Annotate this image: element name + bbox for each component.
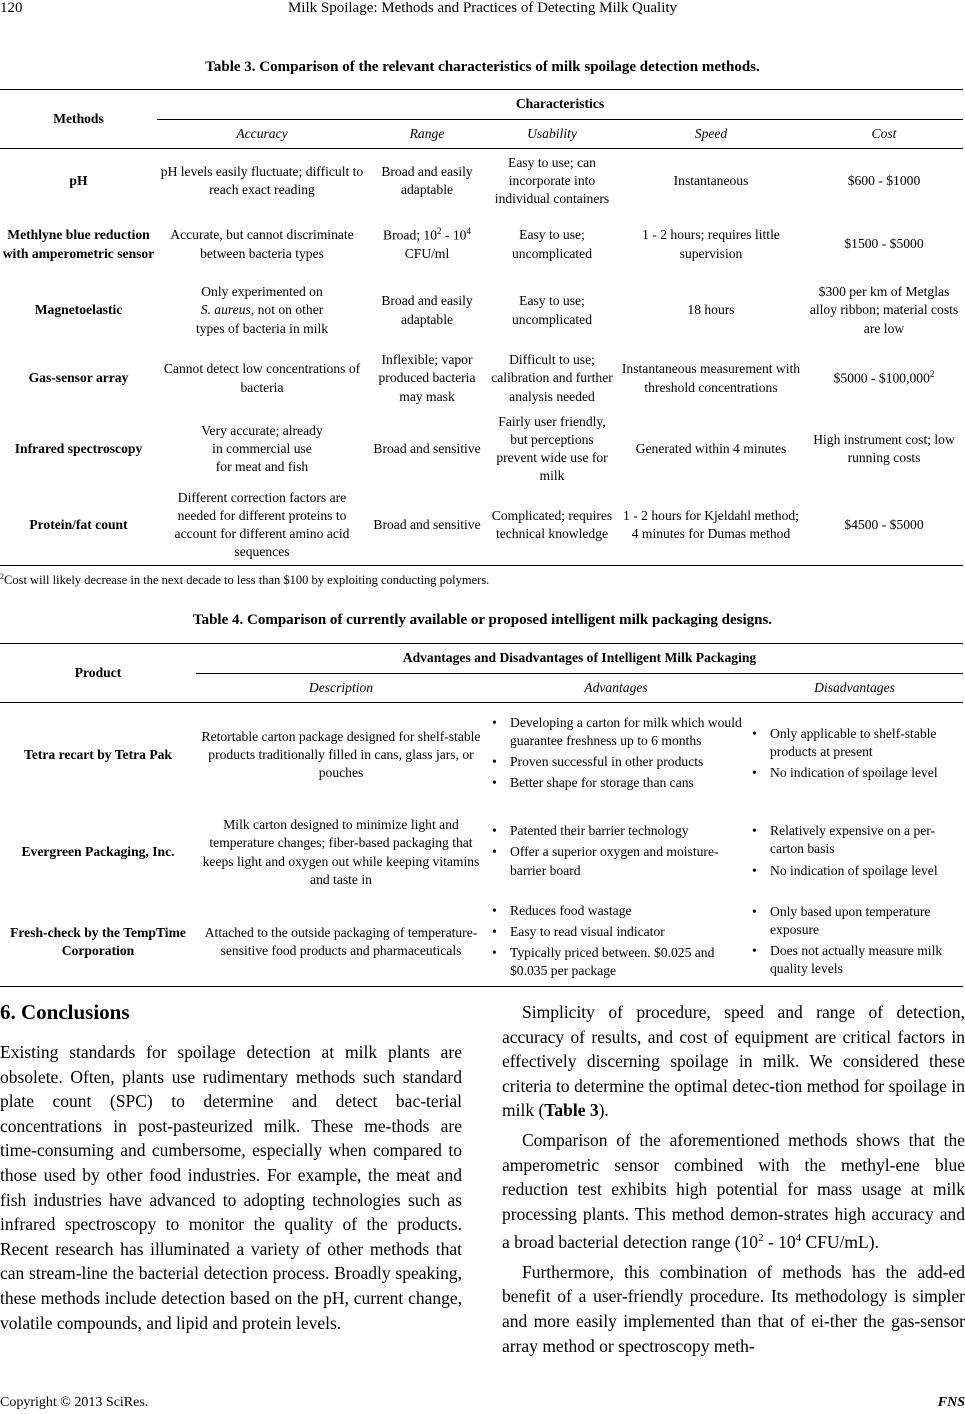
accuracy-cell: Only experimented on S. aureus, not on other types of bacteria in milk	[195, 284, 329, 336]
method-name: Infrared spectroscopy	[14, 440, 143, 456]
description-cell: Attached to the outside packaging of temperature-sensitive food products and pharmaceuticals	[204, 925, 478, 959]
product-header: Product	[0, 644, 196, 703]
accuracy-cell: pH levels easily fluctuate; difficult to reach exact reading	[160, 163, 364, 197]
list-item: • Better shape for storage than cans	[488, 774, 744, 792]
table-row	[0, 807, 963, 899]
list-item: • Relatively expensive on a per-carton basis	[748, 822, 961, 858]
table-row	[0, 413, 963, 485]
method-name: pH	[69, 172, 88, 188]
cost-cell: $4500 - $5000	[844, 517, 924, 533]
disadvantages-cell	[746, 899, 963, 987]
journal-abbrev: FNS	[937, 1395, 965, 1410]
usability-cell: Easy to use; uncomplicated	[511, 227, 593, 261]
list-item: • Typically priced between. $0.025 and $0.035 per package	[488, 944, 744, 980]
section-heading: 6. Conclusions	[0, 1000, 130, 1024]
disadvantages-cell	[746, 807, 963, 899]
usability-cell: Complicated; requires technical knowledge	[491, 507, 613, 542]
accuracy-cell: Very accurate; already in commercial use for meat and fish	[201, 422, 323, 474]
description-cell: Retortable carton package designed for shelf-stable products traditionally filled in cans, glass jars, or pouches	[201, 728, 481, 780]
paragraph: Comparison of the aforementioned methods shows that the amperometric sensor combined with the methyl-ene blue reduction test exhibits high potential for mass usage at milk processing plants. This method demon-strates high accuracy and a broad bacterial detection range ($10^2 - 10^4$ CFU/mL).	[502, 1129, 965, 1253]
cost-cell: $5000 - $100,000$^2$	[833, 369, 935, 386]
copyright: Copyright © 2013 SciRes.	[0, 1395, 149, 1410]
description-cell: Milk carton designed to minimize light and temperature changes; fiber-based packaging that keeps light and oxygen out while keeping vitamins and taste in	[202, 817, 480, 887]
advantages-cell	[486, 703, 746, 807]
paragraph: Existing standards for spoilage detection at milk plants are obsolete. Often, plants use rudimentary methods such standard plate count (SPC) to determine and detect bac-terial concentrations in post-pasteurized milk. These me-thods are time-consuming and cumbersome, especially when compared to those used by other food industries. For example, the meat and fish industries have advanced to adopting technologies such as infrared spectroscopy to monitor the quality of the products. Recent research has illuminated a variety of other methods that can stream-line the bacterial detection process. Broadly speaking, these methods include detection based on the pH, current change, volatile compounds, and lipid and protein levels.	[0, 1042, 462, 1333]
cost-cell: $600 - $1000	[847, 172, 921, 188]
product-name: Evergreen Packaging, Inc.	[21, 844, 175, 860]
table3-footnote: $^2$Cost will likely decrease in the next decade to less than $100 by exploiting conducting polymers.	[0, 572, 490, 588]
advantages-cell	[486, 899, 746, 987]
speed-cell: 1 - 2 hours for Kjeldahl method; 4 minutes for Dumas method	[623, 507, 799, 542]
list-item: • Easy to read visual indicator	[488, 923, 744, 941]
cost-cell: High instrument cost; low running costs	[813, 431, 955, 465]
cost-cell: $300 per km of Metglas alloy ribbon; material costs are low	[809, 284, 959, 336]
list-item: • Reduces food wastage	[488, 902, 744, 920]
characteristics-header: Characteristics	[157, 90, 963, 120]
cost-cell: $1500 - $5000	[844, 236, 924, 252]
table-row	[0, 703, 963, 807]
product-name: Fresh-check by the TempTime Corporation	[10, 925, 186, 959]
col-advantages: Advantages	[584, 679, 648, 695]
list-item: • Patented their barrier technology	[488, 822, 744, 840]
accuracy-cell: Different correction factors are needed for different proteins to account for different amino acid sequences	[174, 489, 350, 560]
col-usability: Usability	[527, 125, 577, 141]
list-item: • Only based upon temperature exposure	[748, 903, 961, 939]
methods-header: Methods	[0, 90, 157, 149]
table-row	[0, 149, 963, 213]
range-cell: Inflexible; vapor produced bacteria may mask	[378, 352, 476, 404]
method-name: Magnetoelastic	[34, 302, 123, 318]
disadvantages-cell	[746, 703, 963, 807]
usability-cell: Easy to use; uncomplicated	[511, 293, 593, 327]
table3	[0, 89, 963, 566]
usability-cell: Easy to use; can incorporate into individual containers	[494, 154, 610, 206]
method-name: Gas-sensor array	[28, 370, 129, 386]
table4	[0, 643, 963, 987]
list-item: • No indication of spoilage level	[748, 764, 961, 782]
method-name: Methlyne blue reduction with amperometric sensor	[2, 227, 155, 261]
list-item: • Does not actually measure milk quality levels	[748, 942, 961, 978]
list-item: • Developing a carton for milk which would guarantee freshness up to 6 months	[488, 714, 744, 750]
table4-caption: Table 4. Comparison of currently available or proposed intelligent milk packaging designs.	[192, 612, 773, 628]
speed-cell: Instantaneous measurement with threshold concentrations	[621, 361, 801, 395]
table3-caption: Table 3. Comparison of the relevant characteristics of milk spoilage detection methods.	[205, 59, 760, 75]
speed-cell: Generated within 4 minutes	[635, 440, 787, 456]
table-reference[interactable]: Table 3	[544, 1100, 599, 1121]
paragraph: Simplicity of procedure, speed and range of detection, accuracy of results, and cost of equipment are critical factors in effectively discerning spoilage in milk. We considered these criteria to determine the optimal detec-tion method for spoilage in milk (Table 3).	[502, 1002, 965, 1121]
accuracy-cell: Cannot detect low concentrations of bacteria	[163, 361, 361, 395]
advantages-cell	[486, 807, 746, 899]
product-name: Tetra recart by Tetra Pak	[24, 746, 172, 762]
table-row	[0, 485, 963, 566]
speed-cell: 1 - 2 hours; requires little supervision	[642, 227, 780, 261]
running-title: Milk Spoilage: Methods and Practices of Detecting Milk Quality	[287, 0, 678, 16]
left-column	[0, 1040, 462, 1340]
col-accuracy: Accuracy	[236, 125, 288, 141]
list-item: • No indication of spoilage level	[748, 862, 961, 880]
col-cost: Cost	[871, 125, 897, 141]
usability-cell: Difficult to use; calibration and further analysis needed	[491, 352, 613, 404]
range-cell: Broad and sensitive	[373, 440, 481, 456]
page-number: 120	[0, 0, 23, 16]
col-disadvantages: Disadvantages	[814, 679, 895, 695]
table-row	[0, 277, 963, 345]
speed-cell: 18 hours	[687, 302, 735, 318]
packaging-group-header: Advantages and Disadvantages of Intelligent Milk Packaging	[196, 644, 963, 674]
list-item: • Offer a superior oxygen and moisture-barrier board	[488, 843, 744, 879]
table-row	[0, 213, 963, 277]
list-item: • Only applicable to shelf-stable products at present	[748, 725, 961, 761]
range-cell: Broad; $10^2 - 10^4$ CFU/ml	[383, 226, 471, 261]
col-range: Range	[409, 125, 445, 141]
speed-cell: Instantaneous	[673, 172, 749, 188]
col-speed: Speed	[694, 125, 728, 141]
table-row	[0, 899, 963, 987]
range-cell: Broad and easily adaptable	[381, 293, 473, 327]
range-cell: Broad and easily adaptable	[381, 163, 473, 197]
range-cell: Broad and sensitive	[373, 517, 481, 533]
list-item: • Proven successful in other products	[488, 753, 744, 771]
table-row	[0, 345, 963, 413]
col-description: Description	[308, 679, 374, 695]
paragraph: Furthermore, this combination of methods has the add-ed benefit of a user-friendly procedure. Its methodology is simpler and more easily implemented than that of ei-ther the gas-sensor array method or spectroscopy meth-	[502, 1261, 965, 1356]
usability-cell: Fairly user friendly, but perceptions prevent wide use for milk	[496, 413, 608, 483]
accuracy-cell: Accurate, but cannot discriminate between bacteria types	[170, 227, 354, 261]
right-column	[502, 1000, 965, 1363]
method-name: Protein/fat count	[29, 517, 128, 533]
